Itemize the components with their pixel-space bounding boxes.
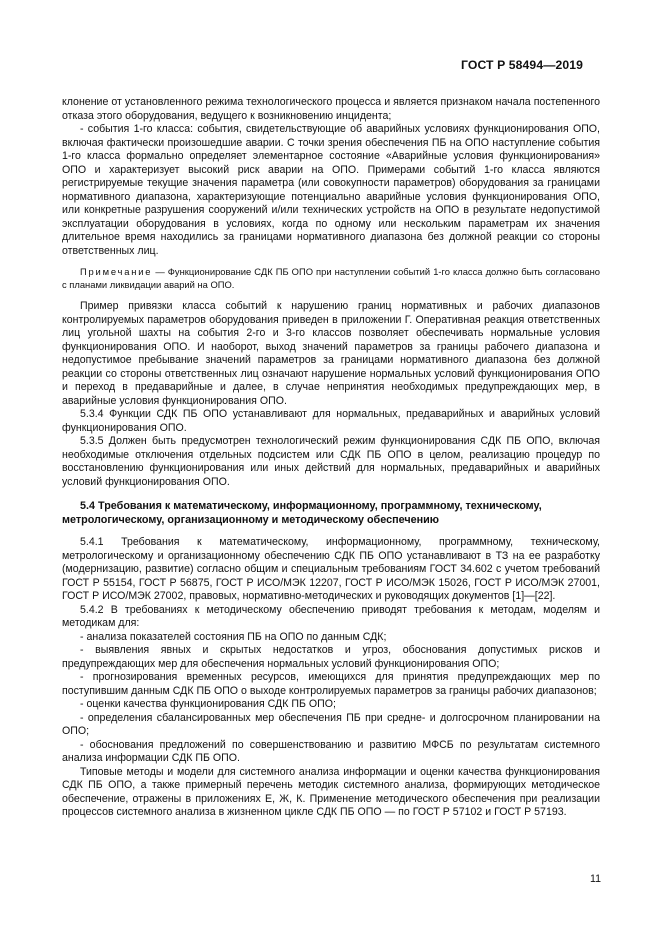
list-item: - события 1-го класса: события, свидетельствующие об аварийных условиях функционирования ОПО, включая фактически произошедшие аварии. С точки зрения обеспечения ПБ на ОПО наступление события 1-го класса формально определяет элементарное состояние «Аварийные условия функционирования» ОПО и характеризует высокий риск аварии на ОПО. Примерами событий 1-го класса являются регистрируемые текущие значения параметра (или совокупности параметров) оборудования за границами нормативного диапазона, характеризующие потенциально аварийные условия функционирования ОПО, или конкретные разрушения сооружений и/или технических устройств на ОПО в результате недопустимой эксплуатации оборудования в условиях, когда по одному или нескольким параметрам их значения длительное время находились за границами нормативного диапазона без должной реакции со стороны ответственных лиц. [62,123,600,257]
note-text: — Функционирование СДК ПБ ОПО при наступлении событий 1-го класса должно быть согласовано с планами ликвидации аварий на ОПО. [62,266,600,290]
list-item: - выявления явных и скрытых недостатков и угроз, обоснования допустимых рисков и предупреждающих мер для обеспечения нормальных условий функционирования ОПО; [62,644,600,670]
list-item: - анализа показателей состояния ПБ на ОПО по данным СДК; [80,630,387,643]
note [62,266,600,291]
paragraph: Пример привязки класса событий к нарушению границ нормативных и рабочих диапазонов контролируемых параметров оборудования приведен в приложении Г. Оперативная реакция ответственных лиц угольной шахты на события 2-го и 3-го классов позволяет обеспечивать нормальные условия функционирования ОПО. И наоборот, выход значений параметров за границы рабочего диапазона и недопустимое пребывание значений параметров за границами нормативного диапазона без должной реакции со стороны ответственных лиц означают нарушение нормальных условий функционирования ОПО и переход в предаварийные и далее, в случае непринятия необходимых предупреждающих мер, в аварийные условия функционирования ОПО. [62,300,600,407]
section-heading: 5.4 Требования к математическому, информационному, программному, техническому, метрологическому, организационному и методическому обеспечению [62,500,542,526]
page-body [62,96,600,820]
paragraph: 5.3.4 Функции СДК ПБ ОПО устанавливают для нормальных, предаварийных и аварийных условий функционирования ОПО. [62,408,600,434]
paragraph: 5.4.2 В требованиях к методическому обеспечению приводят требования к методам, моделям и методикам для: [62,603,600,629]
list-item: - определения сбалансированных мер обеспечения ПБ при средне- и долгосрочном планировании на ОПО; [62,711,600,737]
note-label: Примечание [80,266,153,277]
page-number: 11 [590,873,601,885]
paragraph: клонение от установленного режима технологического процесса и является признаком начала постепенного отказа этого оборудования, ведущего к возникновению инцидента; [62,96,600,122]
list-item: - оценки качества функционирования СДК ПБ ОПО; [80,698,336,710]
paragraph: Типовые методы и модели для системного анализа информации и оценки качества функционирования СДК ПБ ОПО, а также примерный перечень методик системного анализа, формирующих методическое обеспечение, отражены в приложениях Е, Ж, К. Применение методического обеспечения при реализации процессов системного анализа в жизненном цикле СДК ПБ ОПО — по ГОСТ Р 57102 и ГОСТ Р 57193. [62,765,600,818]
paragraph: 5.3.5 Должен быть предусмотрен технологический режим функционирования СДК ПБ ОПО, включая необходимые отключения отдельных подсистем или СДК ПБ ОПО в целом, реализацию процедур по восстановлению функционирования или иных действий для нормальных, предаварийных и аварийных условий функционирования ОПО. [62,435,600,488]
list-item: - обоснования предложений по совершенствованию и развитию МФСБ по результатам системного анализа информации СДК ПБ ОПО. [62,738,600,764]
document-header: ГОСТ Р 58494—2019 [461,58,583,72]
paragraph: 5.4.1 Требования к математическому, информационному, программному, техническому, метрологическому и организационному обеспечению СДК ПБ ОПО устанавливают в ТЗ на ее разработку (модернизацию, развитие) согласно общим и специальным требованиям ГОСТ 34.602 с учетом требований ГОСТ Р 55154, ГОСТ Р 56875, ГОСТ Р ИСО/МЭК 12207, ГОСТ Р ИСО/МЭК 15026, ГОСТ Р ИСО/МЭК 27001, ГОСТ Р ИСО/МЭК 27002, правовых, нормативно-методических и руководящих документов [1]—[22]. [62,536,600,602]
list-item: - прогнозирования временных ресурсов, имеющихся для принятия предупреждающих мер по поступившим данным СДК ПБ ОПО о выходе контролируемых параметров за границы рабочих диапазонов; [62,671,600,697]
